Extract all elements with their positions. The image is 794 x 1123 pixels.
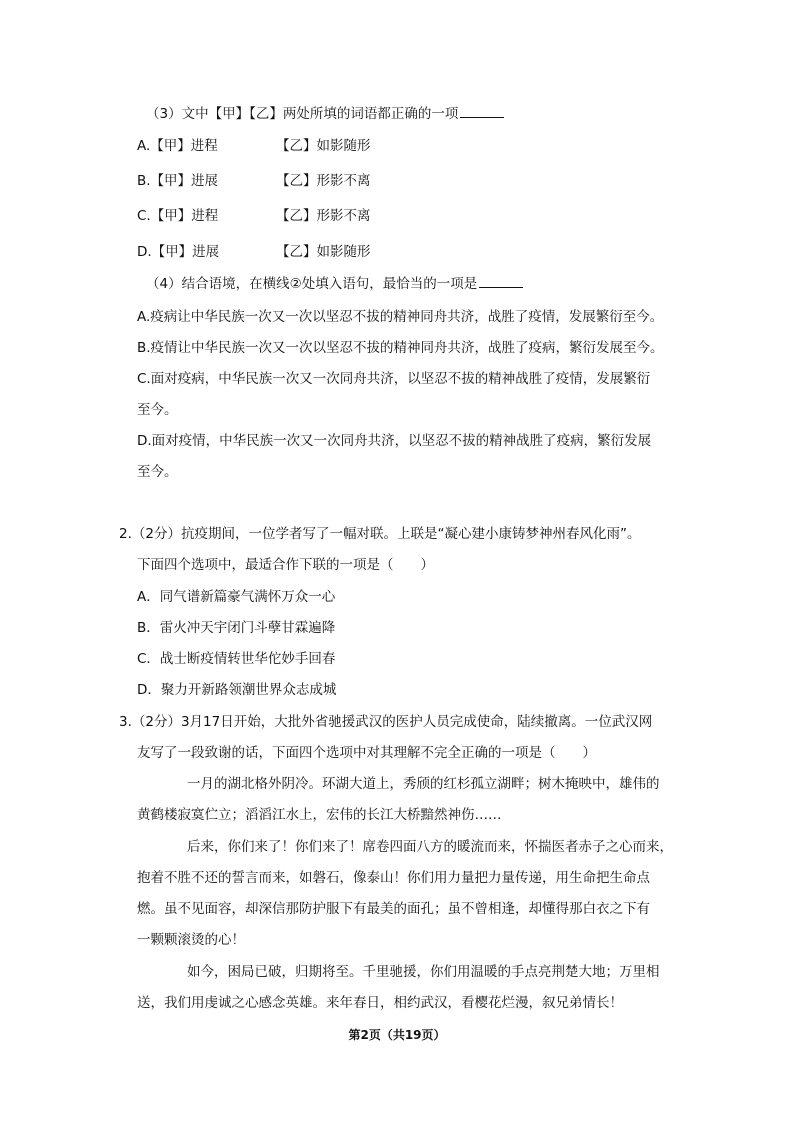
q2-option-a: A．同气谱新篇豪气满怀万众一心 [137,589,336,605]
q3-passage-p2-l1: 后来，你们来了！你们来了！席卷四面八方的暖流而来，怀揣医者赤子之心而来， [187,839,673,855]
q1-3-option-c: C.【甲】进程 [137,208,219,224]
q1-3-option-a-b: 【乙】如影随形 [276,138,371,154]
q1-4-option-d: D.面对疫情，中华民族一次又一次同舟共济，以坚忍不拔的精神战胜了疫病，繁衍发展 [137,433,652,449]
q3-passage-p3-l2: 送，我们用虔诚之心感念英雄。来年春日，相约武汉，看樱花烂漫，叙兄弟情长！ [137,995,623,1011]
q1-3-option-b: B.【甲】进展 [137,173,219,189]
q1-4-option-c: C.面对疫病，中华民族一次又一次同舟共济，以坚忍不拔的精神战胜了疫情，发展繁衍 [137,371,651,387]
q2-option-d: D．聚力开新路领潮世界众志成城 [137,682,337,698]
q3-passage-p3-l1: 如今，困局已破，归期将至。千里驰援，你们用温暖的手点亮荆楚大地；万里相 [187,964,660,980]
q3-line1: 3.（2分）3月17日开始，大批外省驰援武汉的医护人员完成使命，陆续撤离。一位武汉网 [119,714,653,730]
q1-4-option-d-cont: 至今。 [137,464,178,480]
q1-3-option-c-b: 【乙】形影不离 [276,208,371,224]
q1-4-option-c-cont: 至今。 [137,402,178,418]
q3-passage-p1-l1: 一月的湖北格外阴冷。环湖大道上，秀颀的红杉孤立湖畔；树木掩映中，雄伟的 [187,776,660,792]
q2-option-c: C．战士断疫情转世华佗妙手回春 [137,651,336,667]
q1-3-option-d-b: 【乙】如影随形 [276,244,371,260]
q3-passage-p2-l2: 抱着不胜不还的誓言而来，如磐石，像泰山！你们用力量把力量传递，用生命把生命点 [137,870,650,886]
q2-line1: 2.（2分）抗疫期间，一位学者写了一幅对联。上联是“凝心建小康铸梦神州春风化雨”。 [119,526,641,542]
q1-4-stem: （4）结合语境，在横线②处填入语句，最恰当的一项是 [146,275,523,293]
q3-passage-p2-l3: 燃。虽不见面容，却深信那防护服下有最美的面孔；虽不曾相逢，却懂得那白衣之下有 [137,901,650,917]
q3-line2: 友写了一段致谢的话，下面四个选项中对其理解不完全正确的一项是（ ） [137,745,596,761]
answer-blank [479,275,523,288]
q3-passage-p1-l2: 黄鹤楼寂寞伫立；滔滔江水上，宏伟的长江大桥黯然神伤…… [137,807,502,823]
page-number-footer: 第2页（共19页） [348,1028,446,1042]
q3-passage-p2-l4: 一颗颗滚烫的心！ [137,932,245,948]
q1-3-stem: （3）文中【甲】【乙】两处所填的词语都正确的一项 [146,105,504,123]
q1-3-option-a: A.【甲】进程 [137,138,218,154]
answer-blank [460,105,504,118]
q2-option-b: B．雷火冲天宇闭门斗孽甘霖遍降 [137,620,336,636]
q1-3-option-d: D.【甲】进展 [137,244,220,260]
q1-4-option-a: A.疫病让中华民族一次又一次以坚忍不拔的精神同舟共济，战胜了疫情，发展繁衍至今。 [137,309,664,325]
q1-3-option-b-b: 【乙】形影不离 [276,173,371,189]
q2-line2: 下面四个选项中，最适合作下联的一项是（ ） [137,557,434,573]
q1-4-option-b: B.疫情让中华民族一次又一次以坚忍不拔的精神同舟共济，战胜了疫病，繁衍发展至今。 [137,340,664,356]
